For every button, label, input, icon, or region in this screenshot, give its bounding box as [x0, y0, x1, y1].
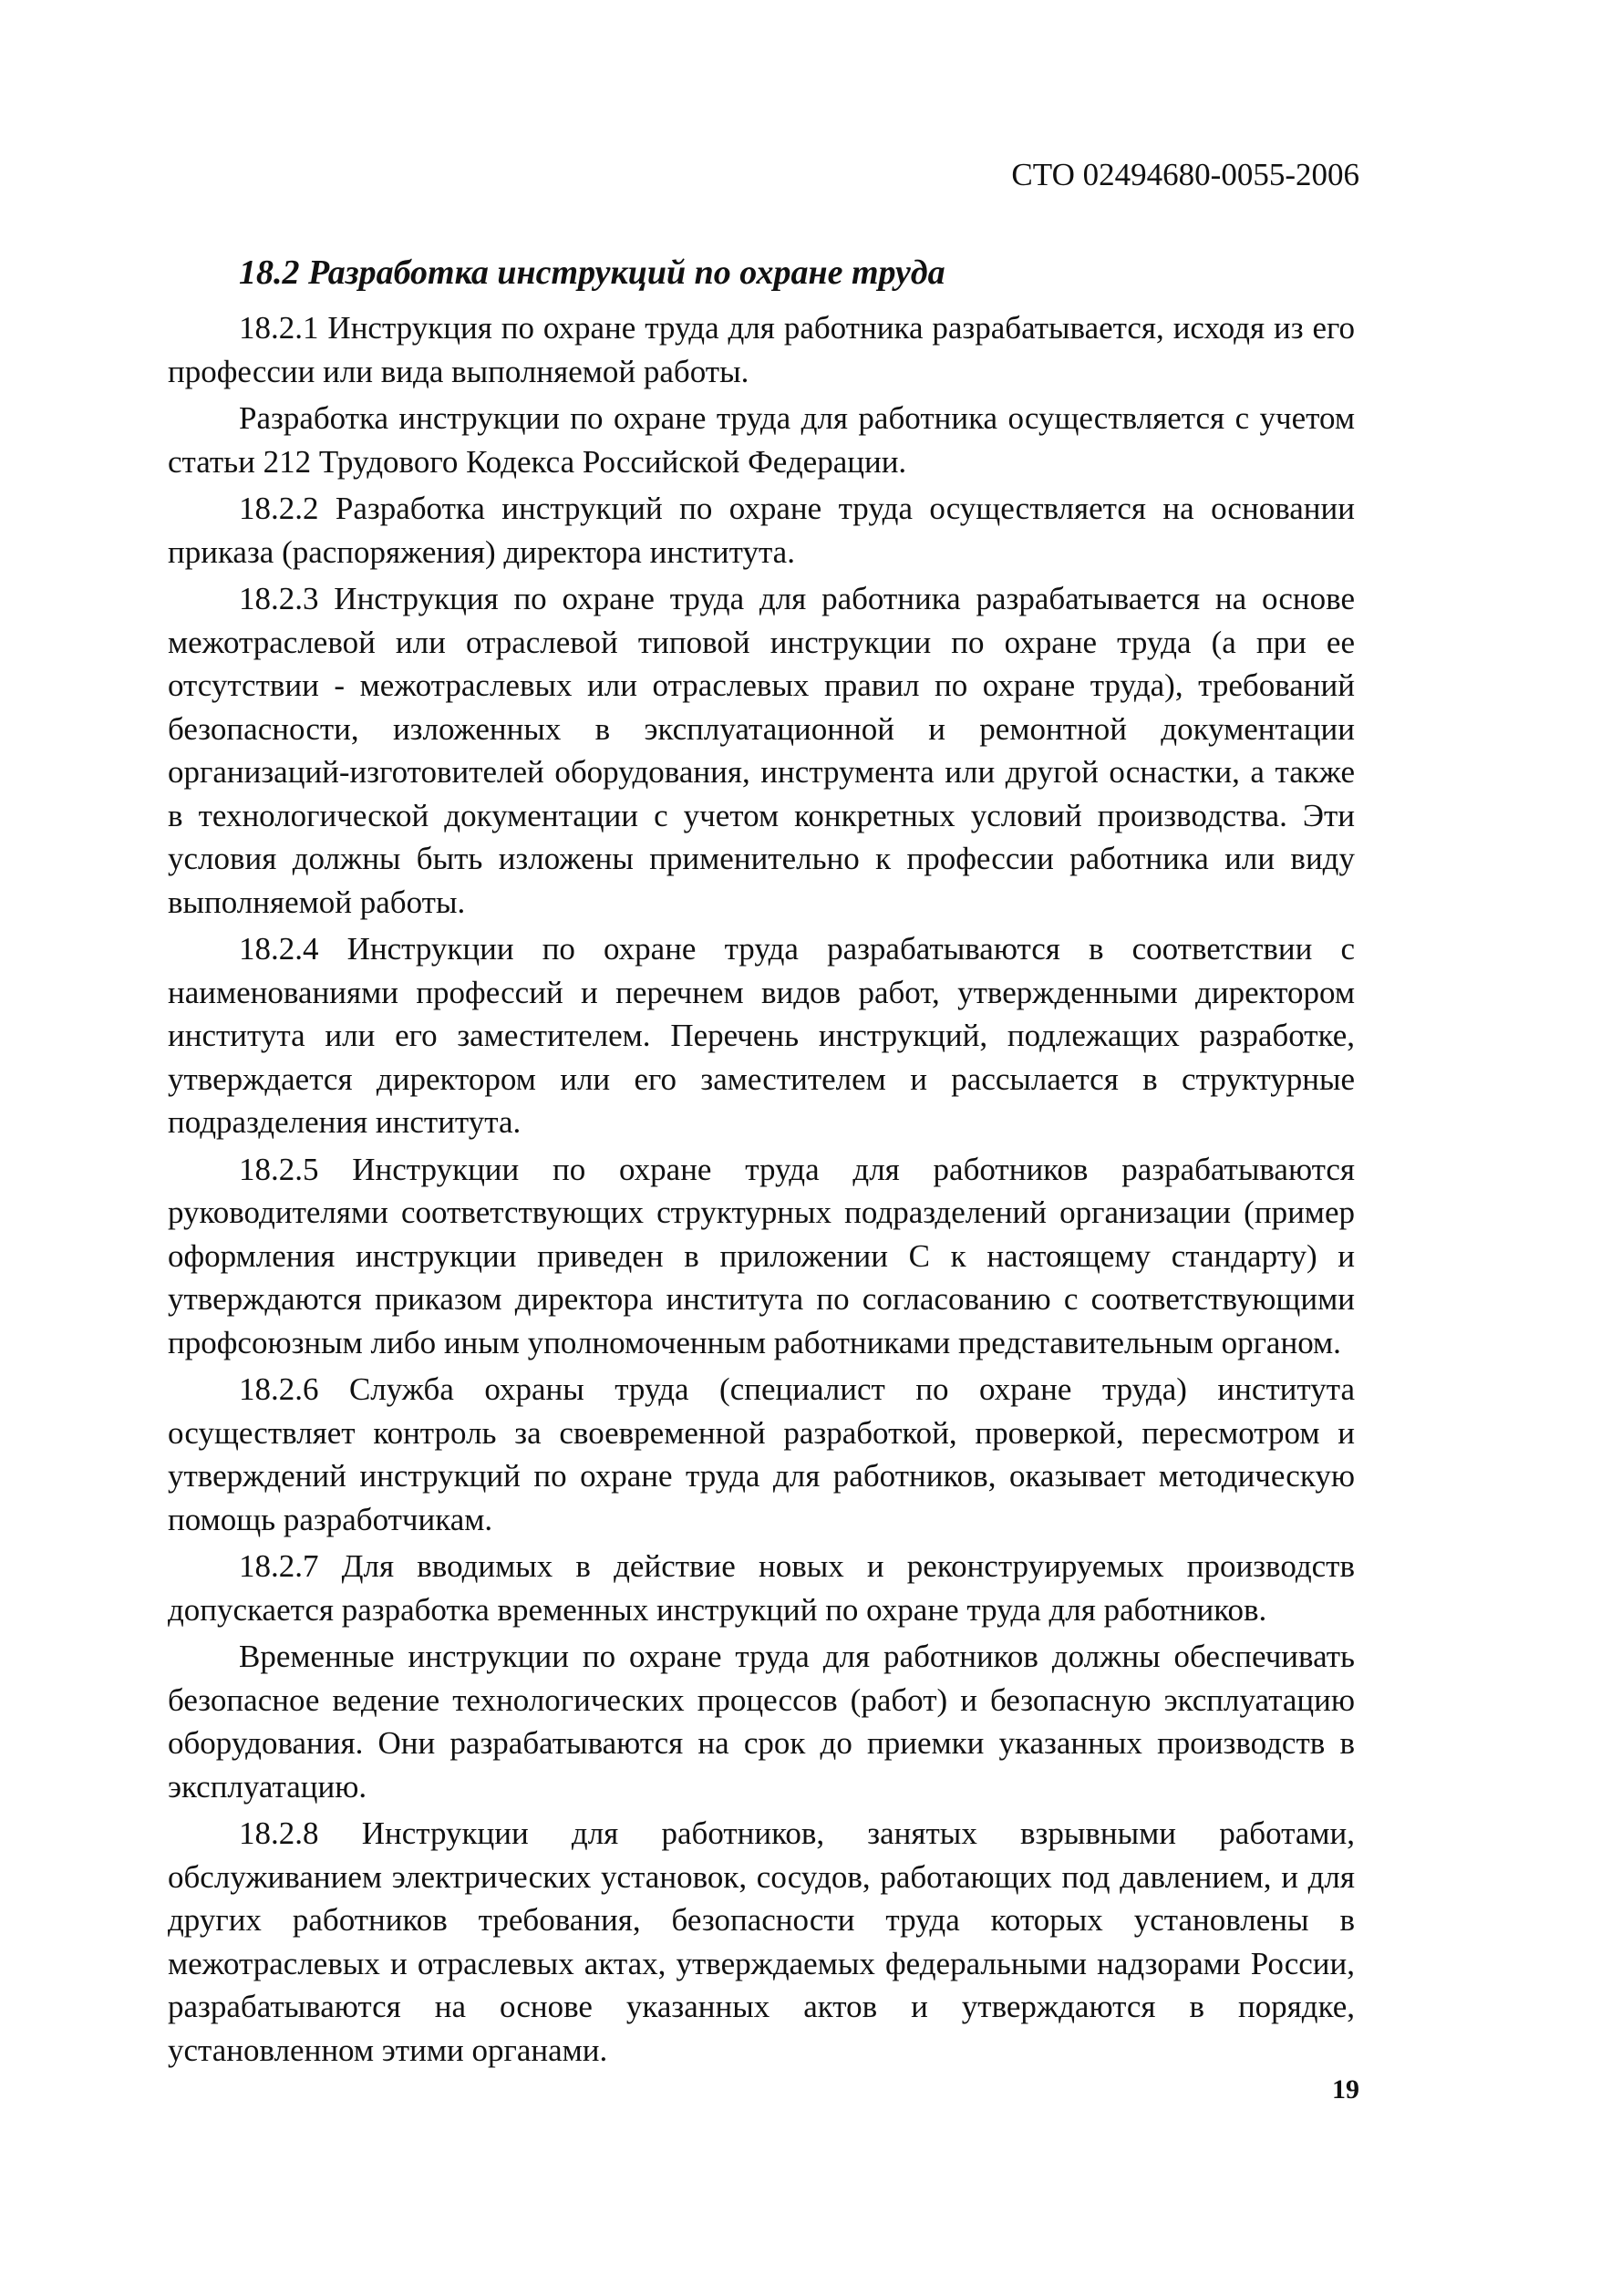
paragraph-18-2-3: 18.2.3 Инструкция по охране труда для работника разрабатывается на основе межотраслевой или отраслевой типовой инструкции по охране труда (а при ее отсутствии - межотраслевых или отраслевых правил по охране труда), требований безопасности, изложенных в эксплуатационной и ремонтной документации организаций-изготовителей оборудования, инструмента или другой оснастки, а также в технологической документации с учетом конкретных условий производства. Эти условия должны быть изложены применительно к профессии работника или виду выполняемой работы. [168, 581, 1355, 920]
paragraph-18-2-6: 18.2.6 Служба охраны труда (специалист по охране труда) института осуществляет контроль за своевременной разработкой, проверкой, пересмотром и утверждений инструкций по охране труда для работников, оказывает методическую помощь разработчикам. [168, 1371, 1355, 1537]
paragraph-18-2-1: 18.2.1 Инструкция по охране труда для работника разрабатывается, исходя из его профессии или вида выполняемой работы. [168, 310, 1355, 389]
paragraph-18-2-8: 18.2.8 Инструкции для работников, занятых взрывными работами, обслуживанием электрических установок, сосудов, работающих под давлением, и для других работников требования, безопасности труда которых установлены в межотраслевых и отраслевых актах, утверждаемых федеральными надзорами России, разрабатываются на основе указанных актов и утверждаются в порядке, установленном этими органами. [168, 1815, 1355, 2068]
paragraph-18-2-2: 18.2.2 Разработка инструкций по охране труда осуществляется на основании приказа (распоряжения) директора института. [168, 491, 1355, 570]
page-number: 19 [1332, 2074, 1359, 2105]
paragraph-tk-article-212: Разработка инструкции по охране труда для работника осуществляется с учетом статьи 212 Трудового Кодекса Российской Федерации. [168, 400, 1355, 480]
paragraph-18-2-4: 18.2.4 Инструкции по охране труда разрабатываются в соответствии с наименованиями профессий и перечнем видов работ, утвержденными директором института или его заместителем. Перечень инструкций, подлежащих разработке, утверждается директором или его заместителем и рассылается в структурные подразделения института. [168, 931, 1355, 1140]
page-content [168, 248, 1355, 2075]
paragraph-18-2-7: 18.2.7 Для вводимых в действие новых и реконструируемых производств допускается разработка временных инструкций по охране труда для работников. [168, 1548, 1355, 1628]
section-title: 18.2 Разработка инструкций по охране труда [239, 253, 945, 292]
document-code: СТО 02494680-0055-2006 [1011, 157, 1359, 192]
paragraph-18-2-5: 18.2.5 Инструкции по охране труда для работников разрабатываются руководителями соответствующих структурных подразделений организации (пример оформления инструкции приведен в приложении С к настоящему стандарту) и утверждаются приказом директора института по согласованию с соответствующими профсоюзным либо иным уполномоченным работниками представительным органом. [168, 1151, 1355, 1360]
paragraph-temporary-instructions: Временные инструкции по охране труда для работников должны обеспечивать безопасное ведение технологических процессов (работ) и безопасную эксплуатацию оборудования. Они разрабатываются на срок до приемки указанных производств в эксплуатацию. [168, 1639, 1355, 1805]
